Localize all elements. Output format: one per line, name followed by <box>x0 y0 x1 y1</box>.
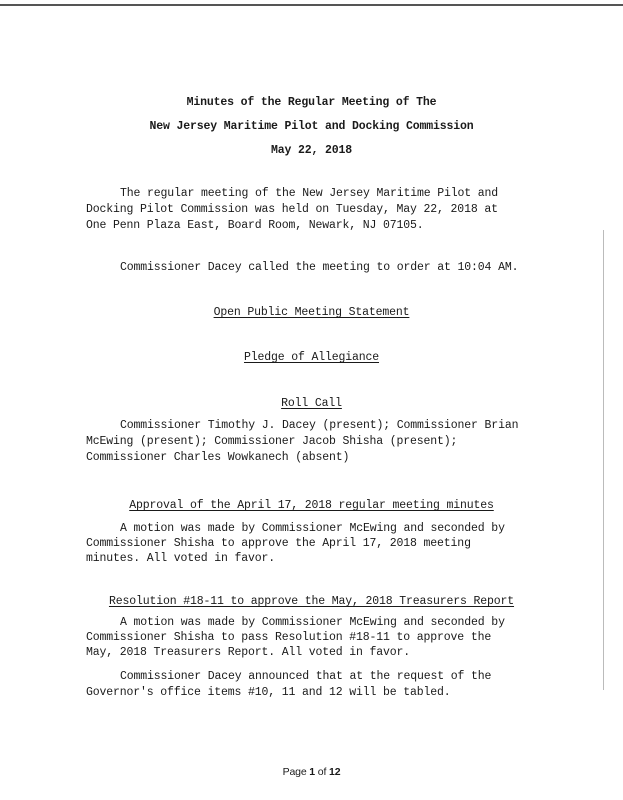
resolution-line-2: Commissioner Shisha to pass Resolution #18-11 to approve the <box>86 631 492 644</box>
heading-approval-minutes: Approval of the April 17, 2018 regular meeting minutes <box>129 499 494 512</box>
page-number-of: of <box>315 766 329 778</box>
heading-roll-call: Roll Call <box>281 397 342 410</box>
roll-call-line-3: Commissioner Charles Wowkanech (absent) <box>86 451 350 464</box>
page-number-current: 1 <box>309 766 315 778</box>
approval-line-3: minutes. All voted in favor. <box>86 552 276 565</box>
document-title-line-1: Minutes of the Regular Meeting of The <box>186 96 437 109</box>
announcement-line-2: Governor's office items #10, 11 and 12 will be tabled. <box>86 686 451 699</box>
intro-line-2: Docking Pilot Commission was held on Tuesday, May 22, 2018 at <box>86 203 498 216</box>
announcement-line-1: Commissioner Dacey announced that at the request of the <box>120 670 492 683</box>
approval-line-2: Commissioner Shisha to approve the April 17, 2018 meeting <box>86 537 471 550</box>
document-title-line-2: New Jersey Maritime Pilot and Docking Commission <box>149 120 474 133</box>
heading-pledge: Pledge of Allegiance <box>243 351 380 364</box>
meeting-date: May 22, 2018 <box>270 144 352 157</box>
heading-resolution-18-11: Resolution #18-11 to approve the May, 2018 Treasurers Report <box>108 595 515 608</box>
page-top-border <box>0 4 623 6</box>
roll-call-line-2: McEwing (present); Commissioner Jacob Shisha (present); <box>86 435 458 448</box>
heading-open-public-meeting: Open Public Meeting Statement <box>213 306 410 319</box>
call-to-order: Commissioner Dacey called the meeting to order at 10:04 AM. <box>120 261 519 274</box>
page-number-total: 12 <box>329 766 341 778</box>
scan-edge-mark <box>603 230 604 690</box>
page-number-prefix: Page <box>282 766 310 778</box>
intro-line-1: The regular meeting of the New Jersey Maritime Pilot and <box>120 187 499 200</box>
approval-line-1: A motion was made by Commissioner McEwing and seconded by <box>120 522 505 535</box>
resolution-line-3: May, 2018 Treasurers Report. All voted in favor. <box>86 646 411 659</box>
roll-call-line-1: Commissioner Timothy J. Dacey (present); Commissioner Brian <box>120 419 519 432</box>
page-number <box>0 765 623 780</box>
intro-line-3: One Penn Plaza East, Board Room, Newark, NJ 07105. <box>86 219 424 232</box>
resolution-line-1: A motion was made by Commissioner McEwing and seconded by <box>120 616 505 629</box>
